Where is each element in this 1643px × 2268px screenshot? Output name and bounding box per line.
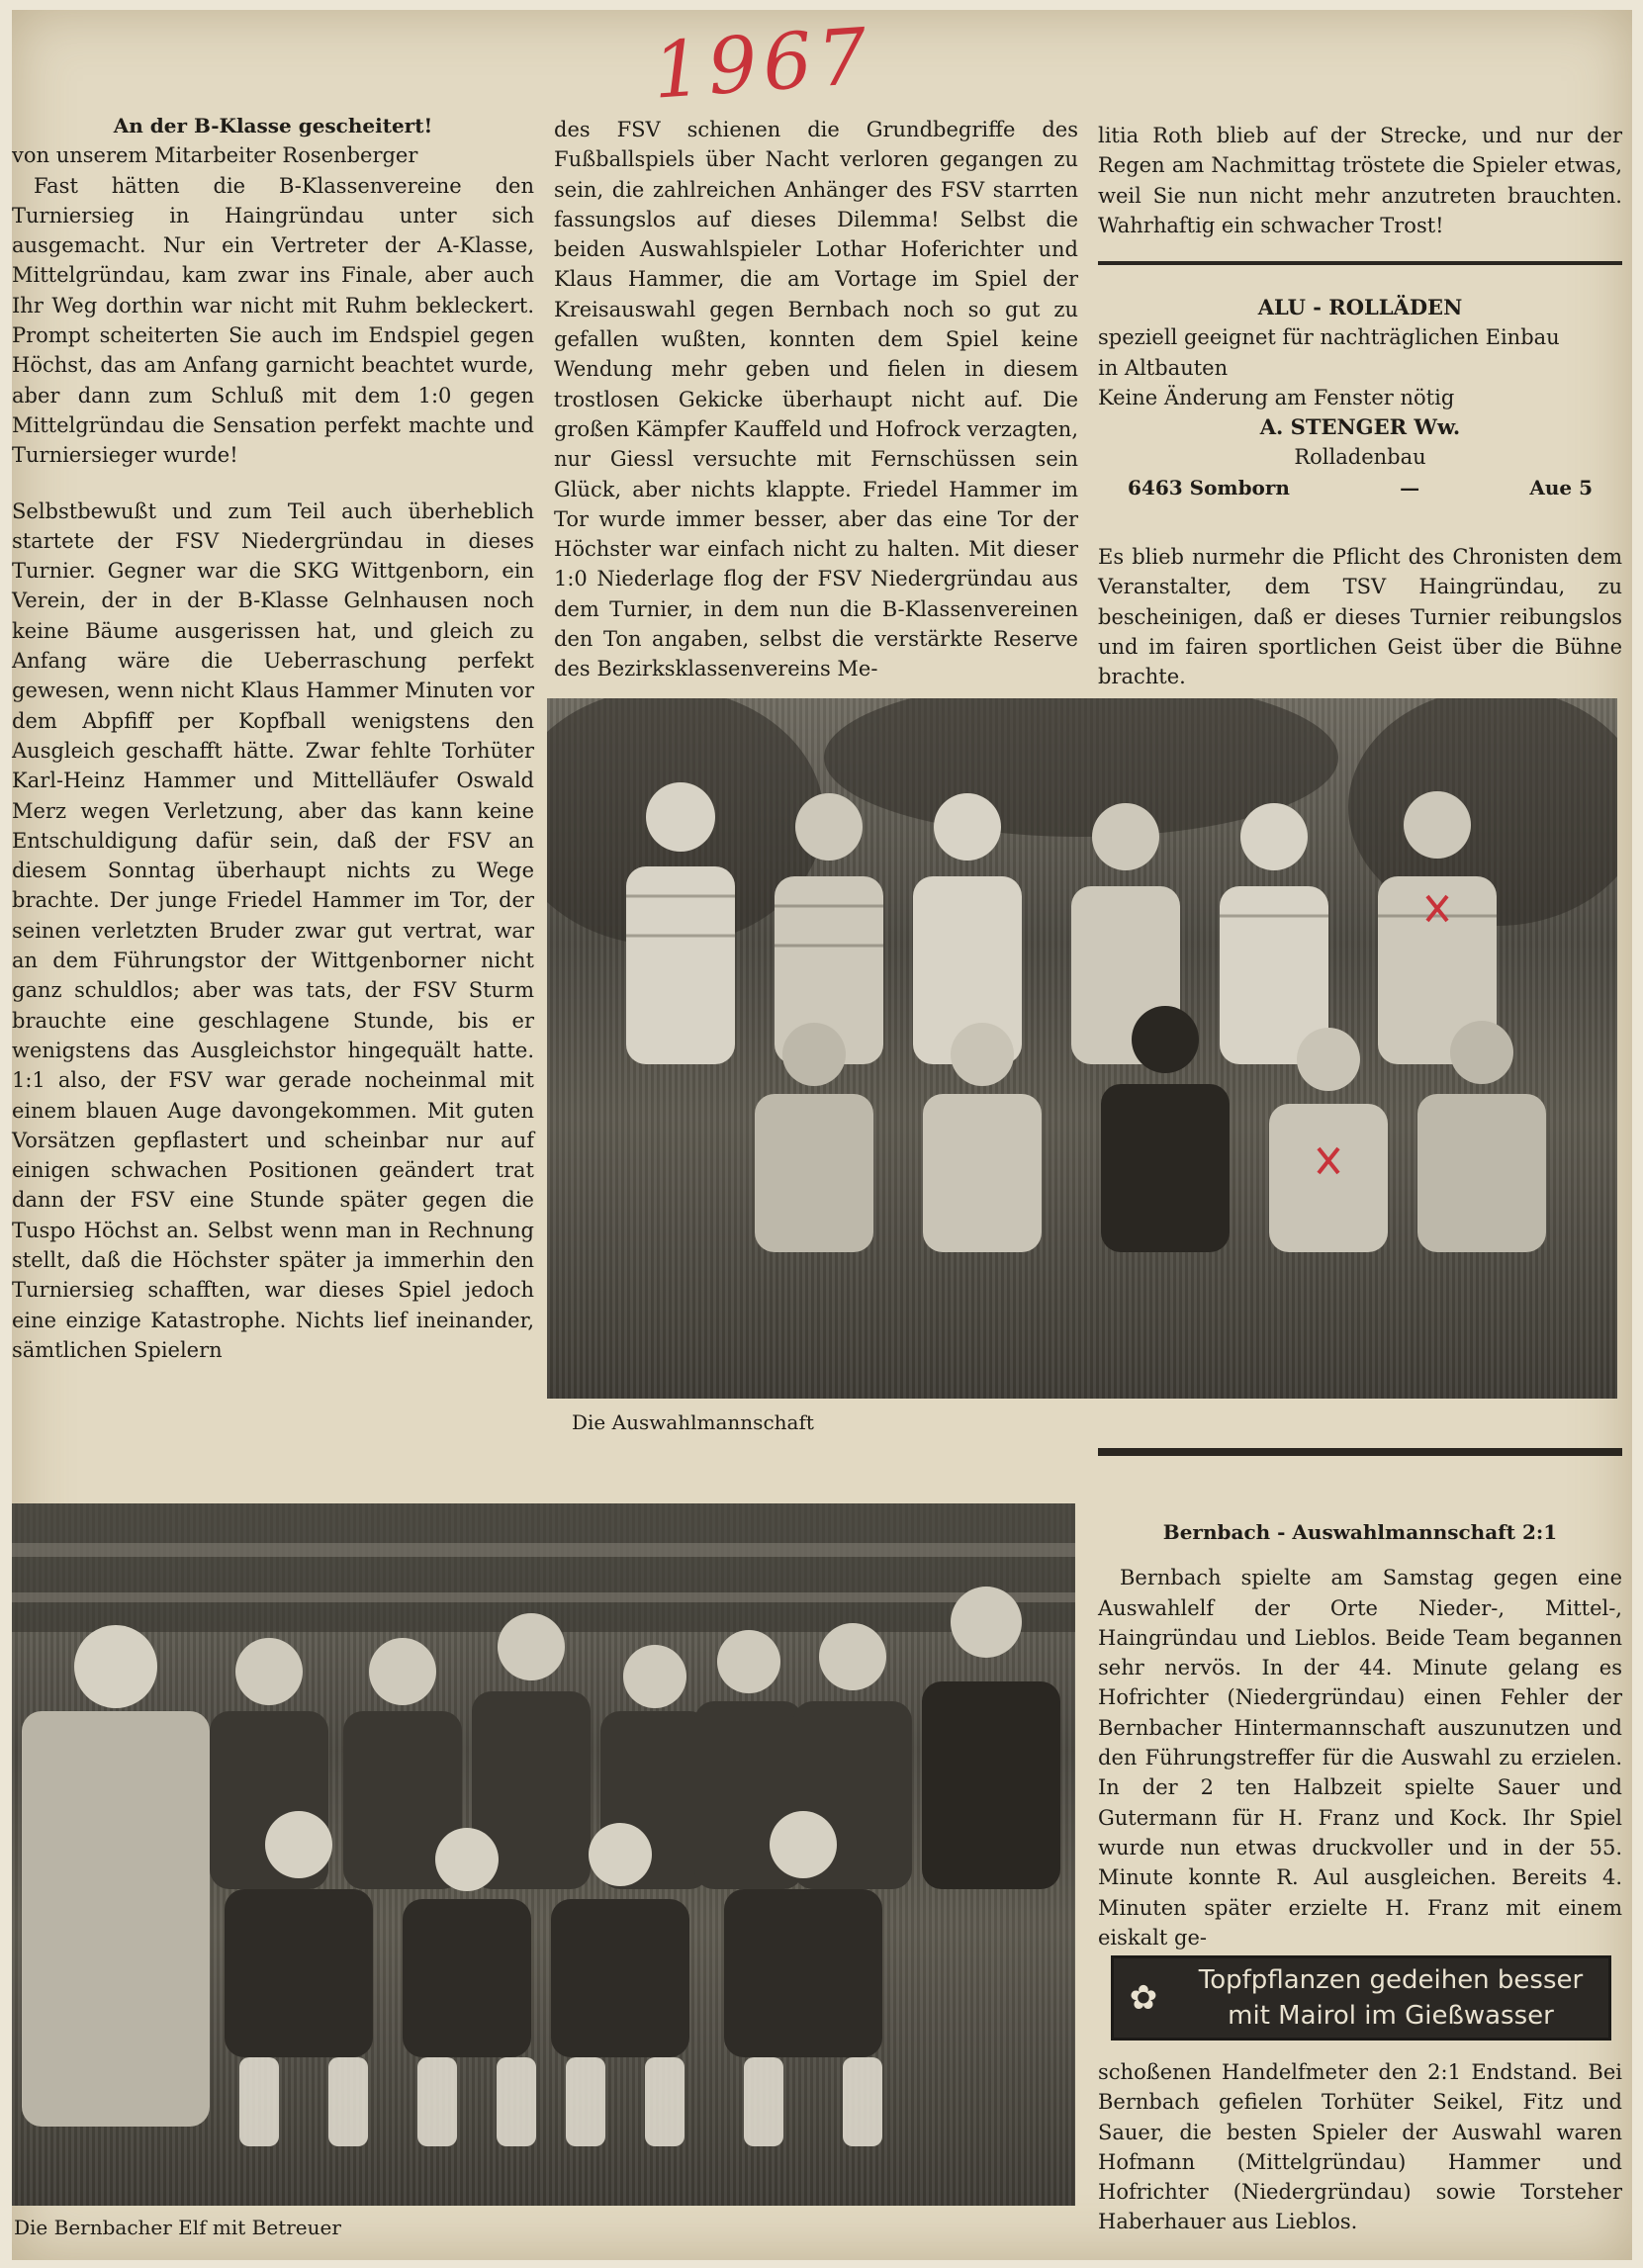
team-photo-bernbacher-elf <box>12 1503 1075 2206</box>
article-paragraph-2: schoßenen Handelfmeter den 2:1 Endstand. Bei Bernbach gefielen Torhüter Seikel, Fitz und Sauer, die besten Spieler der Auswahl waren Hofmann (Mittelgründau) Hammer und Hofrichter (Niedergründau) sowie Torsteher Haberhauer aus Lieblos. <box>1098 2060 1622 2234</box>
ad-line: in Altbauten <box>1098 355 1229 380</box>
ad-dash: — <box>1400 475 1420 499</box>
article-bernbach-continuation <box>1098 2057 1622 2237</box>
photo-caption-bernbacher-elf: Die Bernbacher Elf mit Betreuer <box>14 2216 341 2239</box>
article-continuation: des FSV schienen die Grundbegriffe des Fußballspiels über Nacht verloren gegangen zu sein, die zahlreichen Anhänger des FSV starrten fassungslos auf dieses Dilemma! Selbst die beiden Auswahlspieler Lothar Hoferichter und Klaus Hammer, die am Vortage im Spiel der Kreisauswahl gegen Bernbach noch so gut zu gefallen wußten, konnten dem Spiel keine Wendung mehr geben und fielen in diesem trostlosen Gekicke überhaupt nicht auf. Die großen Kämpfer Kauffeld und Hofrock verzagten, nur Giessl versuchte mit Fernschüssen sein Glück, aber nichts klappte. Friedel Hammer im Tor wurde immer besser, aber das eine Tor der Höchster war einfach nicht zu halten. Mit dieser 1:0 Niederlage flog der FSV Niedergründau aus dem Turnier, in dem nun die B-Klassenvereinen den Ton angaben, selbst die verstärkte Reserve des Bezirksklassenvereins Me- <box>554 118 1078 681</box>
advertisement-rollladen <box>1098 293 1622 502</box>
ad-address <box>1098 473 1622 502</box>
team-photo-illustration <box>12 1503 1075 2206</box>
article-headline: Bernbach - Auswahlmannschaft 2:1 <box>1162 1520 1558 1544</box>
banner-line-2: mit Mairol im Gießwasser <box>1228 2001 1554 2031</box>
banner-text <box>1173 1962 1608 2034</box>
article-column-1 <box>12 111 534 1365</box>
coach-figure <box>22 1625 210 2127</box>
ad-title: ALU - ROLLÄDEN <box>1257 295 1463 319</box>
divider-line <box>1098 1448 1622 1456</box>
article-ending: litia Roth blieb auf der Strecke, und nur der Regen am Nachmittag tröstete die Spieler etwas, weil Sie nun nicht mehr anzutreten brauchten. Wahrhaftig ein schwacher Trost! <box>1098 124 1622 237</box>
article-column-3-bottom <box>1098 542 1622 691</box>
article-column-2 <box>554 115 1078 684</box>
article-paragraph-1: Bernbach spielte am Samstag gegen eine Auswahlelf der Orte Nieder-, Mittel-, Haingründau und Lieblos. Beide Team begannen sehr nervös. In der 44. Minute gelang es Hofrichter (Niedergründau) einen Fehler der Bernbacher Hintermannschaft auszunutzen und den Führungstreffer für die Auswahl zu erzielen. In der 2 ten Halbzeit spielte Sauer und Gutermann für H. Franz und Kock. Ihr Spiel wurde nun etwas druckvoller und in der 55. Minute konnte R. Aul ausgleichen. Bereits 4. Minuten später erzielte H. Franz mit einem eiskalt ge- <box>1098 1566 1622 1950</box>
team-photo-illustration <box>547 698 1617 1399</box>
divider-line <box>1098 261 1622 265</box>
article-headline: An der B-Klasse gescheitert! <box>113 114 433 137</box>
ad-company: A. STENGER Ww. <box>1259 414 1461 440</box>
ad-street: Aue 5 <box>1529 475 1593 499</box>
article-byline: von unserem Mitarbeiter Rosenberger <box>12 143 418 168</box>
ad-line: speziell geeignet für nachträglichen Einbau <box>1098 325 1560 350</box>
team-photo-auswahlmannschaft <box>547 698 1617 1399</box>
photo-caption-auswahlmannschaft: Die Auswahlmannschaft <box>572 1410 814 1434</box>
handwritten-year: 1967 <box>650 12 876 117</box>
article-closing: Es blieb nurmehr die Pflicht des Chronisten dem Veranstalter, dem TSV Haingründau, zu bescheinigen, daß er dieses Turnier reibungslos und im fairen sportlichen Geist über die Bühne brachte. <box>1098 545 1622 689</box>
banner-line-1: Topfpflanzen gedeihen besser <box>1198 1965 1584 1995</box>
flower-icon: ✿ <box>1129 1978 1158 2018</box>
banner-topfpflanzen <box>1111 1955 1611 2041</box>
ad-line: Keine Änderung am Fenster nötig <box>1098 385 1455 409</box>
article-column-3 <box>1098 121 1622 240</box>
article-paragraph-1: Fast hätten die B-Klassenvereine den Turniersieg in Haingründau unter sich ausgemacht. Nur ein Vertreter der A-Klasse, Mittelgründau, kam zwar ins Finale, aber auch Ihr Weg dorthin war nicht mit Ruhm bekleckert. Prompt scheiterten Sie auch im Endspiel gegen Höchst, das am Anfang garnicht beachtet wurde, aber dann zum Schluß mit dem 1:0 gegen Mittelgründau die Sensation perfekt machte und Turniersieger wurde! <box>12 173 534 468</box>
article-paragraph-2: Selbstbewußt und zum Teil auch überheblich startete der FSV Niedergründau in dieses Turnier. Gegner war die SKG Wittgenborn, ein Verein, der in der B-Klasse Gelnhausen noch keine Bäume ausgerissen hat, und gleich zu Anfang wäre die Ueberraschung perfekt gewesen, wenn nicht Klaus Hammer Minuten vor dem Abpfiff per Kopfball wenigstens den Ausgleich geschafft hätte. Zwar fehlte Torhüter Karl-Heinz Hammer und Mittelläufer Oswald Merz wegen Verletzung, aber das kann keine Entschuldigung dafür sein, daß der FSV an diesem Sonntag überhaupt nichts zu Wege brachte. Der junge Friedel Hammer im Tor, der seinen verletzten Bruder zwar gut vertrat, war an dem Führungstor der Wittgenborner nicht ganz schuldlos; aber was tats, der FSV Sturm brauchte eine geschlagene Stunde, bis er wenigstens das Ausgleichstor hingequält hatte. 1:1 also, der FSV war gerade nocheinmal mit einem blauen Auge davongekommen. Mit guten Vorsätzen gepflastert und scheinbar nur auf einigen schwachen Positionen geändert trat dann der FSV eine Stunde später gegen die Tuspo Höchst an. Selbst wenn man in Rechnung stellt, daß die Höchster später ja immerhin den Turniersieg schafften, war dieses Spiel jedoch eine einzige Katastrophe. Nichts lief ineinander, sämtlichen Spielern <box>12 499 534 1362</box>
ad-postcode-town: 6463 Somborn <box>1128 475 1290 499</box>
article-bernbach <box>1098 1517 1622 1952</box>
ad-trade: Rolladenbau <box>1294 445 1426 470</box>
